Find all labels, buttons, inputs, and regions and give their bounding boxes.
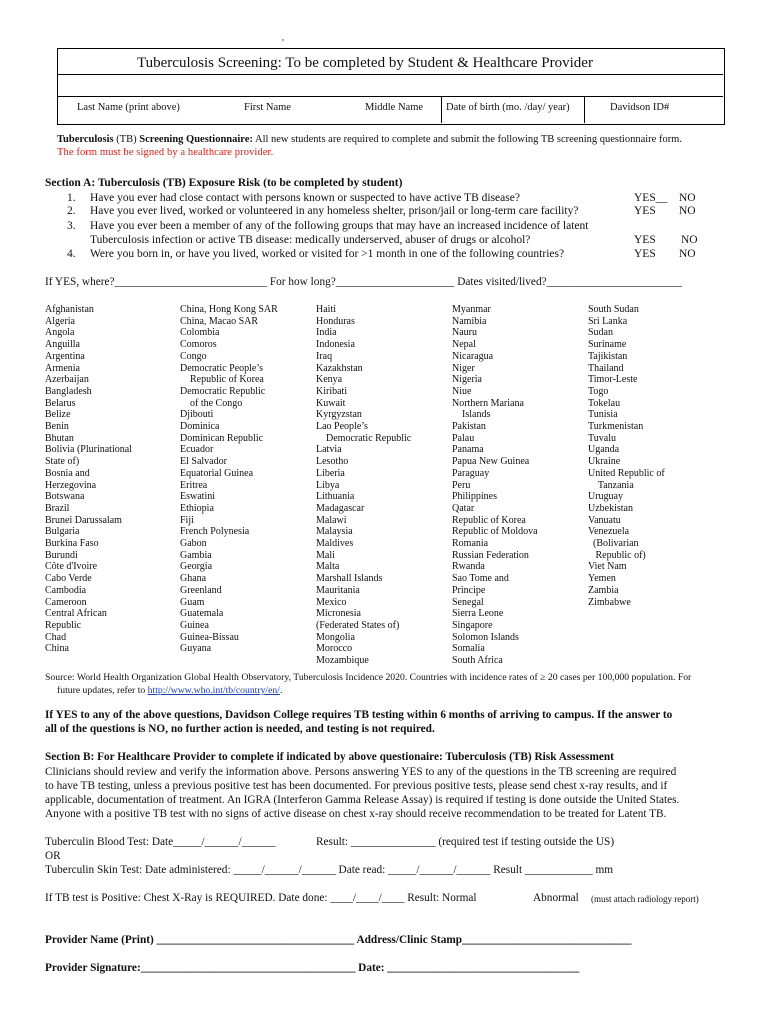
country-item: China, Hong Kong SAR bbox=[180, 304, 278, 315]
country-item: Uganda bbox=[588, 444, 620, 456]
country-item: Brazil bbox=[45, 502, 70, 514]
attach-report-note: (must attach radiology report) bbox=[591, 894, 699, 904]
country-item: Venezuela bbox=[588, 526, 630, 538]
country-item: Senegal bbox=[452, 596, 484, 608]
country-item: Ecuador bbox=[180, 444, 214, 456]
section-b-text bbox=[45, 765, 679, 821]
country-item: Ethiopia bbox=[180, 502, 214, 514]
country-item: Congo bbox=[180, 350, 207, 362]
signature-required-note: The form must be signed by a healthcare provider. bbox=[57, 147, 274, 158]
country-item: Malaysia bbox=[316, 526, 353, 538]
davidson-id-label: Davidson ID# bbox=[610, 102, 670, 113]
where-line[interactable]: If YES, where?___________________________ For how long?_____________________ Dates visited/lived?________________________ bbox=[45, 276, 683, 288]
country-item: Central African bbox=[45, 608, 107, 620]
country-item: Sudan bbox=[588, 327, 613, 339]
field-divider bbox=[441, 97, 442, 123]
question-number: 3. bbox=[67, 220, 76, 232]
or-label: OR bbox=[45, 850, 61, 862]
country-item: Honduras bbox=[316, 315, 355, 327]
country-item: Panama bbox=[452, 444, 484, 456]
country-item: China, Macao SAR bbox=[180, 315, 259, 327]
country-item: Maldives bbox=[316, 538, 354, 550]
country-item: Malawi bbox=[316, 514, 347, 526]
country-column-4 bbox=[452, 304, 538, 667]
country-column-5 bbox=[588, 304, 665, 608]
yes-option[interactable]: YES bbox=[634, 205, 656, 217]
country-item: Ghana bbox=[180, 573, 207, 585]
country-item: Guyana bbox=[180, 643, 212, 655]
provider-signature-line[interactable]: Provider Signature:______________________________________ Date: __________________________________ bbox=[45, 962, 580, 974]
header-divider-2 bbox=[57, 96, 723, 97]
country-item: Eswatini bbox=[180, 491, 215, 503]
yes-option[interactable]: YES bbox=[634, 248, 656, 260]
yes-option[interactable]: YES bbox=[634, 234, 656, 246]
country-item: Armenia bbox=[45, 362, 80, 374]
country-item: Fiji bbox=[180, 514, 194, 526]
country-item: Principe bbox=[452, 584, 486, 596]
yes-option[interactable]: YES__ bbox=[634, 192, 668, 204]
country-item: Kyrgyzstan bbox=[316, 409, 362, 421]
country-item: Herzegovina bbox=[45, 479, 97, 491]
country-item: Republic of Korea bbox=[180, 374, 264, 386]
country-item: Viet Nam bbox=[588, 561, 627, 573]
country-item: Nigeria bbox=[452, 374, 482, 386]
country-item: Turkmenistan bbox=[588, 421, 644, 433]
country-item: Madagascar bbox=[316, 502, 365, 514]
country-item: Haiti bbox=[316, 304, 336, 315]
country-item: Bhutan bbox=[45, 432, 74, 444]
middle-name-label: Middle Name bbox=[365, 102, 424, 113]
country-item: Tunisia bbox=[588, 409, 618, 421]
question-number: 1. bbox=[67, 192, 76, 204]
country-item: Uzbekistan bbox=[588, 502, 633, 514]
country-item: Cambodia bbox=[45, 584, 87, 596]
section-b-line: Clinicians should review and verify the information above. Persons answering YES to any of the questions in the TB screening are required bbox=[45, 766, 677, 778]
if-yes-line-2: all of the questions is NO, no further action is needed, and testing is not required. bbox=[45, 723, 435, 735]
country-item: Kuwait bbox=[316, 397, 346, 409]
country-item: Russian Federation bbox=[452, 549, 529, 561]
country-item: Democratic People’s bbox=[180, 362, 264, 374]
country-item: Togo bbox=[588, 385, 609, 397]
country-item: Mauritania bbox=[316, 584, 360, 596]
source-prefix: future updates, refer to bbox=[57, 685, 148, 696]
section-b-heading: Section B: For Healthcare Provider to complete if indicated by above questionaire: Tuberculosis (TB) Risk Assessment bbox=[45, 751, 614, 763]
country-item: Morocco bbox=[316, 643, 353, 655]
country-item: Palau bbox=[452, 432, 475, 444]
country-item: Côte d'Ivoire bbox=[45, 561, 98, 573]
country-item: Dominica bbox=[180, 421, 220, 433]
country-item: United Republic of bbox=[588, 467, 665, 479]
country-item: El Salvador bbox=[180, 456, 227, 468]
country-item: Peru bbox=[452, 479, 471, 491]
country-item: South Africa bbox=[452, 655, 503, 667]
country-item: Ukraine bbox=[588, 456, 621, 468]
country-item: Northern Mariana bbox=[452, 397, 524, 409]
country-item: Republic of Moldova bbox=[452, 526, 538, 538]
country-item: Afghanistan bbox=[45, 304, 94, 315]
who-link[interactable]: http://www.who.int/tb/country/en/ bbox=[147, 685, 280, 696]
country-item: Cameroon bbox=[45, 596, 87, 608]
country-item: Indonesia bbox=[316, 339, 355, 351]
country-item: Democratic Republic bbox=[180, 385, 266, 397]
country-item: Vanuatu bbox=[588, 514, 621, 526]
country-item: Sao Tome and bbox=[452, 573, 509, 585]
if-yes-line-1: If YES to any of the above questions, Davidson College requires TB testing within 6 months of arriving to campus. If the answer to bbox=[45, 709, 673, 721]
country-item: Marshall Islands bbox=[316, 573, 383, 585]
country-item: Timor-Leste bbox=[588, 374, 638, 386]
country-item: Namibia bbox=[452, 315, 487, 327]
country-column-1 bbox=[45, 304, 132, 655]
country-item: Guinea bbox=[180, 619, 209, 631]
country-item: China bbox=[45, 643, 69, 655]
country-item: Guatemala bbox=[180, 608, 224, 620]
country-item: Comoros bbox=[180, 339, 217, 351]
abnormal-option[interactable]: Abnormal bbox=[533, 892, 579, 904]
country-item: Nepal bbox=[452, 339, 476, 351]
country-item: Tajikistan bbox=[588, 350, 628, 362]
country-item: Dominican Republic bbox=[180, 432, 264, 444]
country-item: Suriname bbox=[588, 339, 627, 351]
country-item: Eritrea bbox=[180, 479, 208, 491]
question-number: 2. bbox=[67, 205, 76, 217]
country-item: Qatar bbox=[452, 502, 475, 514]
question-text: Have you ever had close contact with persons known or suspected to have active TB disease? bbox=[90, 192, 520, 204]
country-item: Benin bbox=[45, 421, 69, 433]
country-item: Greenland bbox=[180, 584, 222, 596]
country-item: Zimbabwe bbox=[588, 596, 631, 608]
country-item: Niue bbox=[452, 385, 472, 397]
blood-test-date[interactable]: Tuberculin Blood Test: Date_____/______/______ bbox=[45, 836, 276, 848]
country-item: Nauru bbox=[452, 327, 477, 339]
source-suffix: . bbox=[279, 685, 283, 696]
question-text: Have you ever been a member of any of the following groups that may have an increased incidence of latent bbox=[90, 220, 589, 232]
country-item: Iraq bbox=[316, 350, 333, 362]
country-item: Rwanda bbox=[452, 561, 485, 573]
country-item: Pakistan bbox=[452, 421, 486, 433]
country-item: Yemen bbox=[588, 573, 616, 585]
country-item: Uruguay bbox=[588, 491, 623, 503]
header-divider bbox=[57, 74, 723, 75]
country-item: Colombia bbox=[180, 327, 220, 339]
country-item: Lithuania bbox=[316, 491, 355, 503]
section-a-heading: Section A: Tuberculosis (TB) Exposure Risk (to be completed by student) bbox=[45, 177, 403, 189]
country-item: Liberia bbox=[316, 467, 345, 479]
question-text: Were you born in, or have you lived, worked or visited for >1 month in one of the following countries? bbox=[90, 248, 565, 260]
country-item: Cabo Verde bbox=[45, 573, 92, 585]
section-b-line: to have TB testing, unless a previous positive test has been documented. For previous positive tests, please send chest x-ray results, and if bbox=[45, 780, 668, 792]
country-item: Gambia bbox=[180, 549, 212, 561]
country-item: Republic bbox=[45, 619, 82, 631]
intro-text: All new students are required to complete and submit the following TB screening questionnaire form. bbox=[254, 134, 682, 145]
country-item: Burundi bbox=[45, 549, 78, 561]
country-item: Lesotho bbox=[316, 456, 349, 468]
country-item: Tanzania bbox=[588, 479, 634, 491]
country-item: Papua New Guinea bbox=[452, 456, 530, 468]
source-line-2 bbox=[57, 685, 282, 696]
country-item: (Bolivarian bbox=[588, 538, 639, 550]
country-item: French Polynesia bbox=[180, 526, 250, 538]
country-item: Bolivia (Plurinational bbox=[45, 444, 132, 456]
country-item: Islands bbox=[452, 409, 491, 421]
intro-bold-2: Screening Questionnaire: bbox=[139, 134, 253, 145]
country-item: Singapore bbox=[452, 619, 493, 631]
section-b-line: applicable, documentation of treatment. An IGRA (Interferon Gamma Release Assay) is required if testing is done outside the United States. bbox=[45, 794, 680, 806]
country-item: Kiribati bbox=[316, 385, 348, 397]
country-item: Guinea-Bissau bbox=[180, 631, 239, 643]
country-item: Tuvalu bbox=[588, 432, 616, 444]
country-column-2 bbox=[180, 304, 278, 655]
country-item: Paraguay bbox=[452, 467, 490, 479]
country-item: Brunei Darussalam bbox=[45, 514, 122, 526]
country-column-3 bbox=[316, 304, 411, 667]
country-item: Djibouti bbox=[180, 409, 214, 421]
country-item: Mali bbox=[316, 549, 335, 561]
country-item: Thailand bbox=[588, 362, 624, 374]
country-item: Bosnia and bbox=[45, 467, 90, 479]
country-item: Bulgaria bbox=[45, 526, 80, 538]
country-item: Philippines bbox=[452, 491, 498, 503]
form-title: Tuberculosis Screening: To be completed by Student & Healthcare Provider bbox=[137, 55, 593, 71]
section-b-line: Anyone with a positive TB test with no signs of active disease on chest x-ray should receive recommendation to be treated for Latent TB. bbox=[45, 808, 667, 820]
country-item: Gabon bbox=[180, 538, 207, 550]
country-item: Mongolia bbox=[316, 631, 355, 643]
country-item: Libya bbox=[316, 479, 340, 491]
country-item: Zambia bbox=[588, 584, 619, 596]
country-item: South Sudan bbox=[588, 304, 639, 315]
dob-label: Date of birth (mo. /day/ year) bbox=[446, 102, 570, 113]
country-item: (Federated States of) bbox=[316, 619, 400, 631]
country-item: India bbox=[316, 327, 337, 339]
country-item: Myanmar bbox=[452, 304, 491, 315]
country-item: Georgia bbox=[180, 561, 213, 573]
country-item: Algeria bbox=[45, 315, 75, 327]
country-item: Niger bbox=[452, 362, 475, 374]
country-item: Botswana bbox=[45, 491, 85, 503]
country-item: Anguilla bbox=[45, 339, 80, 351]
last-name-label: Last Name (print above) bbox=[77, 102, 180, 113]
skin-test-line[interactable]: Tuberculin Skin Test: Date administered: _____/______/______ Date read: _____/______/______ Result ____________ mm bbox=[45, 864, 614, 876]
country-item: Sri Lanka bbox=[588, 315, 628, 327]
first-name-label: First Name bbox=[244, 102, 291, 113]
intro-tb: (TB) bbox=[116, 134, 137, 145]
no-option[interactable]: NO bbox=[681, 234, 698, 246]
country-item: Bangladesh bbox=[45, 385, 92, 397]
country-item: Argentina bbox=[45, 350, 85, 362]
field-divider bbox=[584, 97, 585, 123]
country-item: Burkina Faso bbox=[45, 538, 99, 550]
country-item: Latvia bbox=[316, 444, 342, 456]
country-item: Equatorial Guinea bbox=[180, 467, 254, 479]
country-item: Kazakhstan bbox=[316, 362, 363, 374]
question-text: Tuberculosis infection or active TB disease: medically underserved, abuser of drugs or alcohol? bbox=[90, 234, 531, 246]
country-item: Somalia bbox=[452, 643, 485, 655]
provider-name-line[interactable]: Provider Name (Print) ___________________________________ Address/Clinic Stamp______________________________ bbox=[45, 934, 632, 946]
no-option[interactable]: NO bbox=[679, 192, 696, 204]
country-item: State of) bbox=[45, 456, 80, 468]
country-item: Republic of Korea bbox=[452, 514, 526, 526]
country-item: Lao People’s bbox=[316, 421, 368, 433]
intro-line bbox=[57, 134, 682, 145]
country-item: Chad bbox=[45, 631, 67, 643]
intro-bold: Tuberculosis bbox=[57, 134, 114, 145]
source-line: Source: World Health Organization Global Health Observatory, Tuberculosis Incidence 2020. Countries with incidence rates of ≥ 20 cases per 100,000 population. For bbox=[45, 672, 692, 683]
country-item: Belarus bbox=[45, 397, 76, 409]
country-item: Solomon Islands bbox=[452, 631, 519, 643]
header-tick: ' bbox=[282, 38, 284, 49]
country-item: Angola bbox=[45, 327, 75, 339]
country-item: Nicaragua bbox=[452, 350, 494, 362]
question-number: 4. bbox=[67, 248, 76, 260]
country-item: Romania bbox=[452, 538, 489, 550]
country-item: Sierra Leone bbox=[452, 608, 504, 620]
country-item: Mozambique bbox=[316, 655, 369, 667]
country-item: Democratic Republic bbox=[316, 432, 412, 444]
country-item: Malta bbox=[316, 561, 340, 573]
country-item: of the Congo bbox=[180, 397, 243, 409]
no-option[interactable]: NO bbox=[679, 248, 696, 260]
country-item: Mexico bbox=[316, 596, 347, 608]
country-item: Micronesia bbox=[316, 608, 361, 620]
no-option[interactable]: NO bbox=[679, 205, 696, 217]
country-item: Guam bbox=[180, 596, 205, 608]
country-item: Azerbaijan bbox=[45, 374, 89, 386]
country-item: Republic of) bbox=[588, 549, 646, 561]
country-item: Tokelau bbox=[588, 397, 621, 409]
country-item: Kenya bbox=[316, 374, 343, 386]
question-text: Have you ever lived, worked or volunteered in any homeless shelter, prison/jail or long-term care facility? bbox=[90, 205, 579, 217]
blood-test-result[interactable]: Result: _______________ (required test if testing outside the US) bbox=[316, 836, 615, 848]
xray-line[interactable]: If TB test is Positive: Chest X-Ray is REQUIRED. Date done: ____/____/____ Result: Normal bbox=[45, 892, 477, 904]
country-item: Belize bbox=[45, 409, 71, 421]
